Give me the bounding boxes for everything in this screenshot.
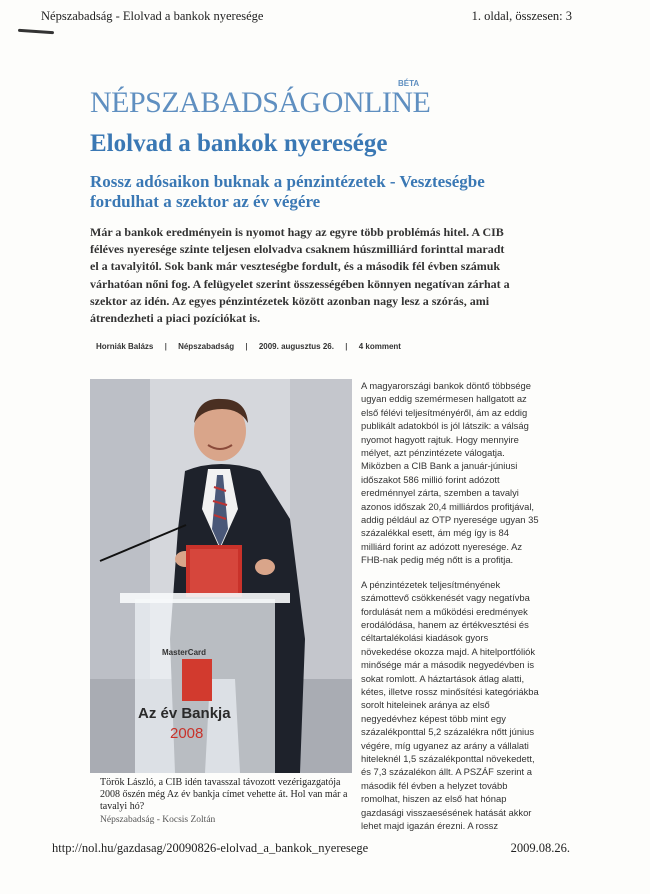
- byline-date: 2009. augusztus 26.: [258, 342, 334, 351]
- print-footer-url: http://nol.hu/gazdasag/20090826-elolvad_a_bankok_nyeresege: [52, 841, 369, 855]
- body-paragraph: A magyarországi bankok döntő többsége ugyan eddig szemérmesen hallgatott az első félévi teljesítményéről, ám az eddig publikált adatokból is jól látszik: a válság nyomot hagyott rajtuk. Hogy mennyire mélyet, azt pénzintézete válogatja. Miközben a CIB Bank a január-júniusi időszakot 586 millió forint adózott eredménnyel zárta, szemben a tavalyi azonos időszak 20,4 milliárdos profitjával, addig például az OTP nyeresége ugyan 35 százalékkal esett, ám még így is 84 milliárd forint az adózott nyeresége. Az FHB-nak pedig még nőtt is a profitja.: [361, 380, 539, 566]
- article-subtitle: Rossz adósaikon buknak a pénzintézetek - Veszteségbe fordulhat a szektor az év végére: [90, 172, 485, 211]
- byline-separator: |: [245, 342, 248, 351]
- logo-beta-badge: BÉTA: [398, 79, 420, 88]
- logo-primary-text: NÉPSZABADSÁG: [90, 86, 321, 119]
- photo-sign-year: 2008: [170, 725, 204, 742]
- print-footer-date: 2009.08.26.: [510, 841, 570, 855]
- byline-author[interactable]: Horniák Balázs: [96, 342, 154, 351]
- article-photo: [90, 379, 352, 773]
- byline: [96, 342, 401, 351]
- byline-separator: |: [164, 342, 167, 351]
- print-header-page-count: 1. oldal, összesen: 3: [471, 9, 572, 23]
- print-header-title: Népszabadság - Elolvad a bankok nyeresége: [41, 9, 264, 23]
- article-lead: Már a bankok eredményein is nyomot hagy az egyre több problémás hitel. A CIB féléves nyeresége szinte teljesen elolvadva csaknem húszmilliárd forinttal maradt el a tavalyitól. Sok bank már veszteségbe fordult, és a második fél évben számuk várhatóan nőni fog. A felügyelet szerint összességében könnyen negatívan zárhat a szektor az idén. Az egyes pénzintézetek között azonban nagy lesz a szórás, ami átrendezheti a piaci pozíciókat is.: [90, 225, 510, 326]
- byline-separator: |: [345, 342, 348, 351]
- article-body: [361, 379, 539, 843]
- byline-comments-link[interactable]: 4 komment: [358, 342, 401, 351]
- photo-credit: Népszabadság - Kocsis Zoltán: [100, 815, 216, 825]
- site-logo[interactable]: [90, 79, 431, 122]
- body-paragraph: A pénzintézetek teljesítményének számottevő csökkenését vagy negatívba fordulását nem a működési eredmények erodálódása, hanem az értékvesztési és céltartalékolási kiadások gyors növekedése okozza majd. A hitelportfóliók minősége már a második negyedévben is sokat romlott. A háztartások átlag alatti, kétes, illetve rossz minősítési kategóriákba sorolt hiteleinek aránya az első negyedévhez képest több mint egy százalékponttal 5,2 százalékra nőtt június végére, míg ugyanez az arány a vállalati hiteleknél 1,5 százalékponttal növekedett, és 7,3 százalékon állt. A PSZÁF szerint a második fél évben a helyzet tovább romolhat, hiszen az első hat hónap gazdasági visszaesésének hatását akkor lehet majd igazán érezni. A rossz: [361, 578, 539, 831]
- article-title: Elolvad a bankok nyeresége: [90, 130, 388, 157]
- pen-mark: [18, 29, 54, 35]
- photo-sign-title: Az év Bankja: [138, 705, 231, 722]
- logo-secondary-text: ONLINE: [321, 86, 431, 119]
- photo-caption: Török László, a CIB idén tavasszal távozott vezérigazgatója 2008 őszén még Az év bankja címet vehette át. Hol van már a tavalyi hó?: [100, 777, 348, 812]
- photo-sign-mastercard: MasterCard: [162, 648, 207, 657]
- byline-source: Népszabadság: [178, 342, 235, 351]
